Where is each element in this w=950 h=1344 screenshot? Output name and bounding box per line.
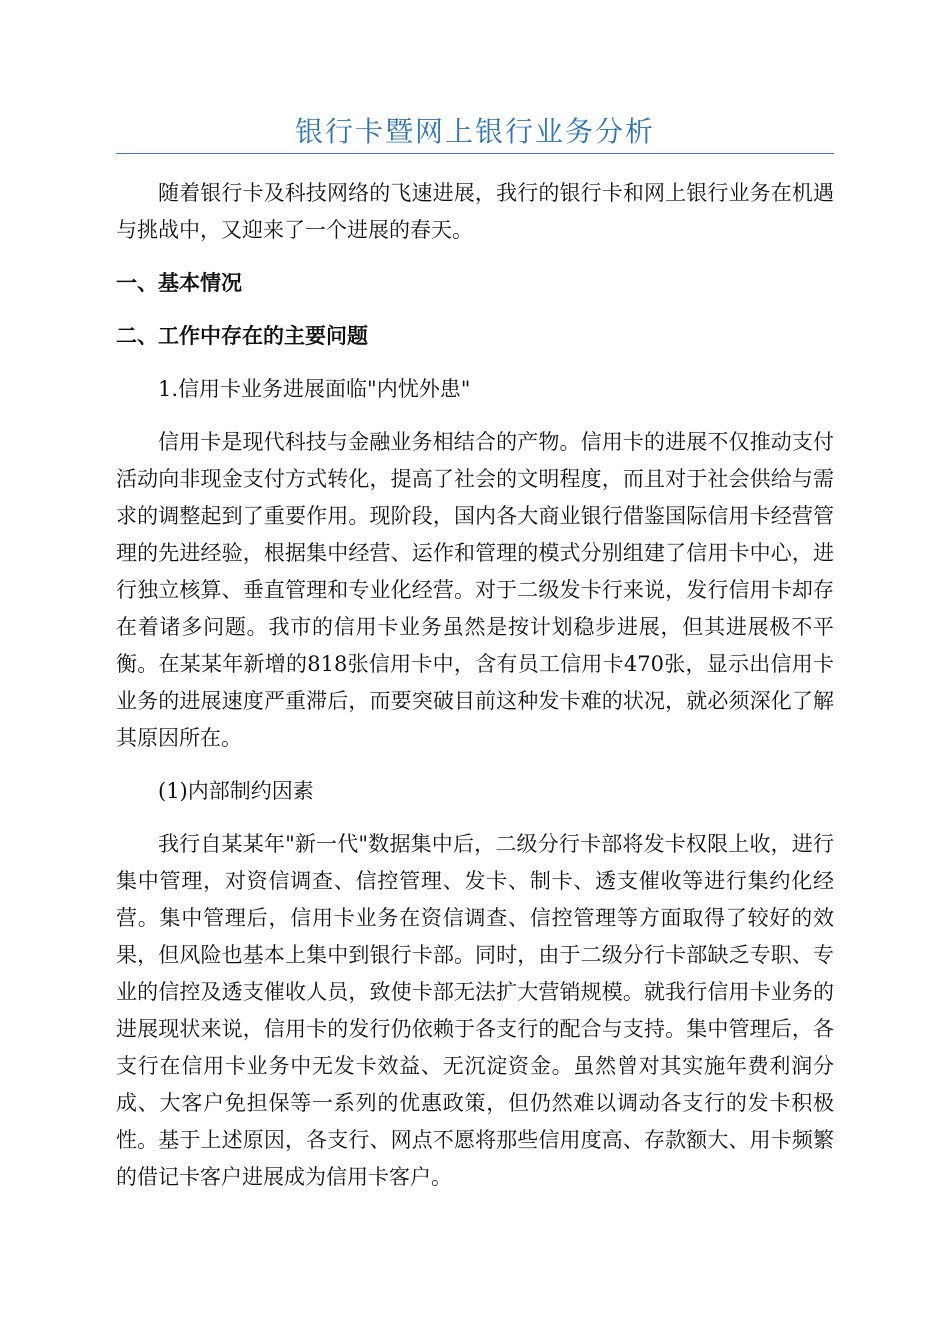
document-body [116, 175, 834, 1196]
intro-paragraph: 随着银行卡及科技网络的飞速进展，我行的银行卡和网上银行业务在机遇与挑战中，又迎来了一个进展的春天。 [116, 181, 834, 242]
section-heading-basic: 一、基本情况 [116, 271, 242, 295]
internal-factors-paragraph: 我行自某某年"新一代"数据集中后，二级分行卡部将发卡权限上收，进行集中管理，对资信调查、信控管理、发卡、制卡、透支催收等进行集约化经营。集中管理后，信用卡业务在资信调查、信控管理等方面取得了较好的效果，但风险也基本上集中到银行卡部。同时，由于二级分行卡部缺乏专职、专业的信控及透支催收人员，致使卡部无法扩大营销规模。就我行信用卡业务的进展现状来说，信用卡的发行仍依赖于各支行的配合与支持。集中管理后，各支行在信用卡业务中无发卡效益、无沉淀资金。虽然曾对其实施年费利润分成、大客户免担保等一系列的优惠政策，但仍然难以调动各支行的发卡积极性。基于上述原因，各支行、网点不愿将那些信用度高、存款额大、用卡频繁的借记卡客户进展成为信用卡客户。 [116, 832, 834, 1189]
document-title: 银行卡暨网上银行业务分析 [294, 115, 655, 148]
subheading-credit-card: 1.信用卡业务进展面临"内忧外患" [158, 377, 471, 401]
subheading-internal-factors: (1)内部制约因素 [158, 779, 314, 803]
section-heading-problems: 二、工作中存在的主要问题 [116, 324, 368, 348]
title-underline [116, 153, 834, 154]
credit-card-paragraph: 信用卡是现代科技与金融业务相结合的产物。信用卡的进展不仅推动支付活动向非现金支付方式转化，提高了社会的文明程度，而且对于社会供给与需求的调整起到了重要作用。现阶段，国内各大商业银行借鉴国际信用卡经营管理的先进经验，根据集中经营、运作和管理的模式分别组建了信用卡中心，进行独立核算、垂直管理和专业化经营。对于二级发卡行来说，发行信用卡却存在着诸多问题。我市的信用卡业务虽然是按计划稳步进展，但其进展极不平衡。在某某年新增的818张信用卡中，含有员工信用卡470张，显示出信用卡业务的进展速度严重滞后，而要突破目前这种发卡难的状况，就必须深化了解其原因所在。 [116, 430, 834, 750]
